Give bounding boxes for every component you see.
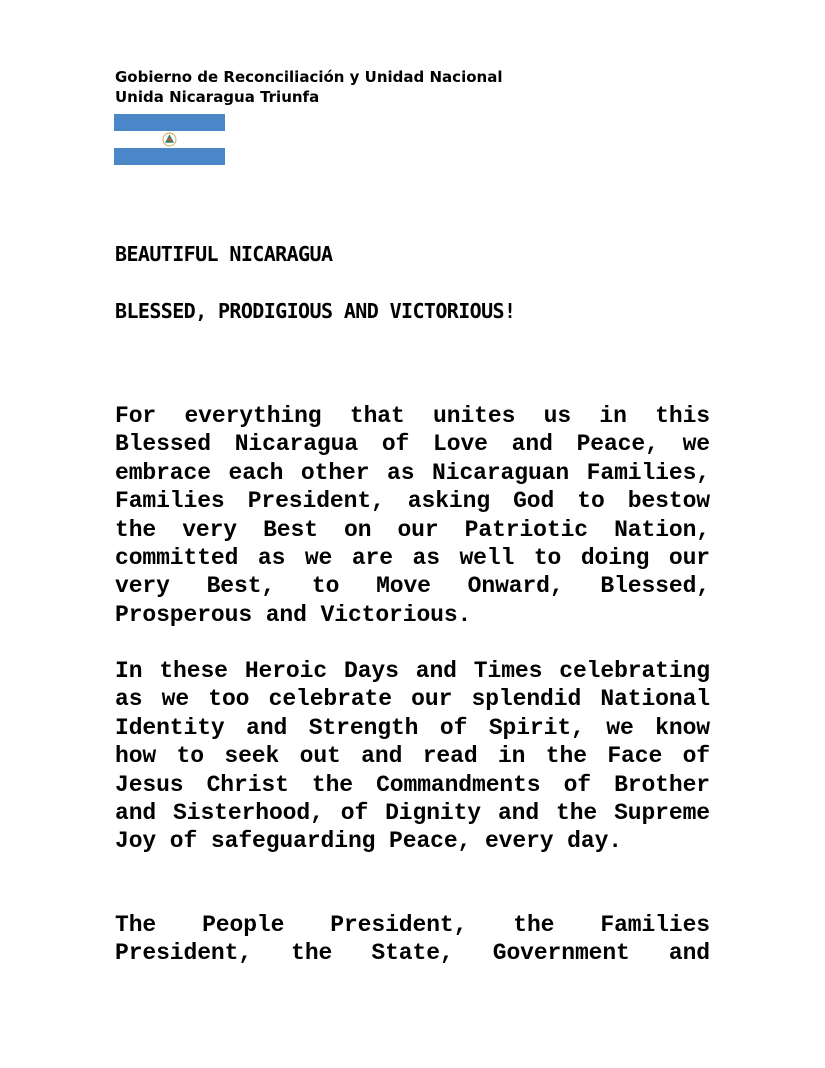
flag-bottom-stripe [114,148,225,165]
paragraph-1: For everything that unites us in this Blessed Nicaragua of Love and Peace, we embrace each other as Nicaraguan Families, Families President, asking God to bestow the very Best on our Patriotic Nation, committed as we are as well to doing our very Best, to Move Onward, Blessed, Prosperous and Victorious. [115,403,710,628]
letterhead-government-name: Gobierno de Reconciliación y Unidad Nacional [115,68,503,86]
letterhead [115,67,502,107]
coat-of-arms-icon [162,132,177,147]
letterhead-slogan: Unida Nicaragua Triunfa [115,88,320,106]
paragraph-3: The People President, the Families President, the State, Government and [115,912,710,967]
document-subtitle: BLESSED, PRODIGIOUS AND VICTORIOUS! [115,299,516,323]
flag-top-stripe [114,114,225,131]
nicaragua-flag-icon [114,114,225,165]
document-title: BEAUTIFUL NICARAGUA [115,242,333,266]
paragraph-2: In these Heroic Days and Times celebrating as we too celebrate our splendid National Identity and Strength of Spirit, we know how to seek out and read in the Face of Jesus Christ the Commandments of Brother and Sisterhood, of Dignity and the Supreme Joy of safeguarding Peace, every day. [115,658,710,855]
